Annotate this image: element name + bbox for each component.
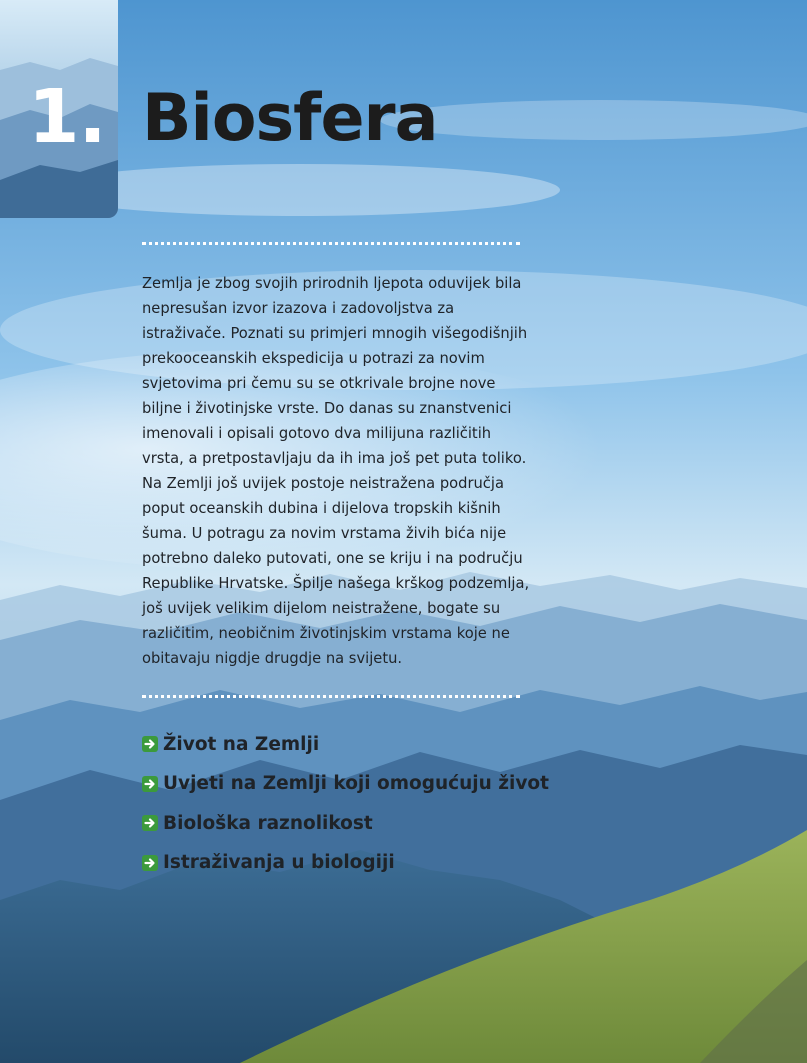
chapter-number-tab [0,0,118,218]
arrow-right-icon [142,776,158,792]
topic-item [142,770,549,798]
arrow-right-icon [142,815,158,831]
topic-item [142,809,549,837]
topic-label: Uvjeti na Zemlji koji omogućuju život [163,773,549,794]
intro-paragraph: Zemlja je zbog svojih prirodnih ljepota oduvijek bila nepresušan izvor izazova i zadovoljstva za istraživače. Poznati su primjeri mnogih višegodišnjih prekooceanskih ekspedicija u potrazi za novim svjetovima pri čemu su se otkrivale brojne nove biljne i životinjske vrste. Do danas su znanstvenici imenovali i opisali gotovo dva milijuna različitih vrsta, a pretpostavljaju da ih ima još pet puta toliko. Na Zemlji još uvijek postoje neistražena područja poput oceanskih dubina i dijelova tropskih kišnih šuma. U potragu za novim vrstama živih bića nije potrebno daleko putovati, one se kriju i na području Republike Hrvatske. Špilje našega krškog podzemlja, još uvijek velikim dijelom neistražene, bogate su različitim, neobičnim životinjskim vrstama koje ne obitavaju nigdje drugdje na svijetu. [142,275,530,667]
topic-item [142,849,549,877]
arrow-right-icon [142,736,158,752]
chapter-topics-list [142,730,549,888]
topic-label: Istraživanja u biologiji [163,852,395,873]
page-title: Biosfera [142,81,438,156]
chapter-number: 1. [28,74,106,160]
topic-item [142,730,549,758]
top-dotted-divider [142,242,520,245]
bottom-dotted-divider [142,695,520,698]
topic-label: Život na Zemlji [163,733,320,755]
topic-label: Biološka raznolikost [163,812,373,834]
arrow-right-icon [142,855,158,871]
